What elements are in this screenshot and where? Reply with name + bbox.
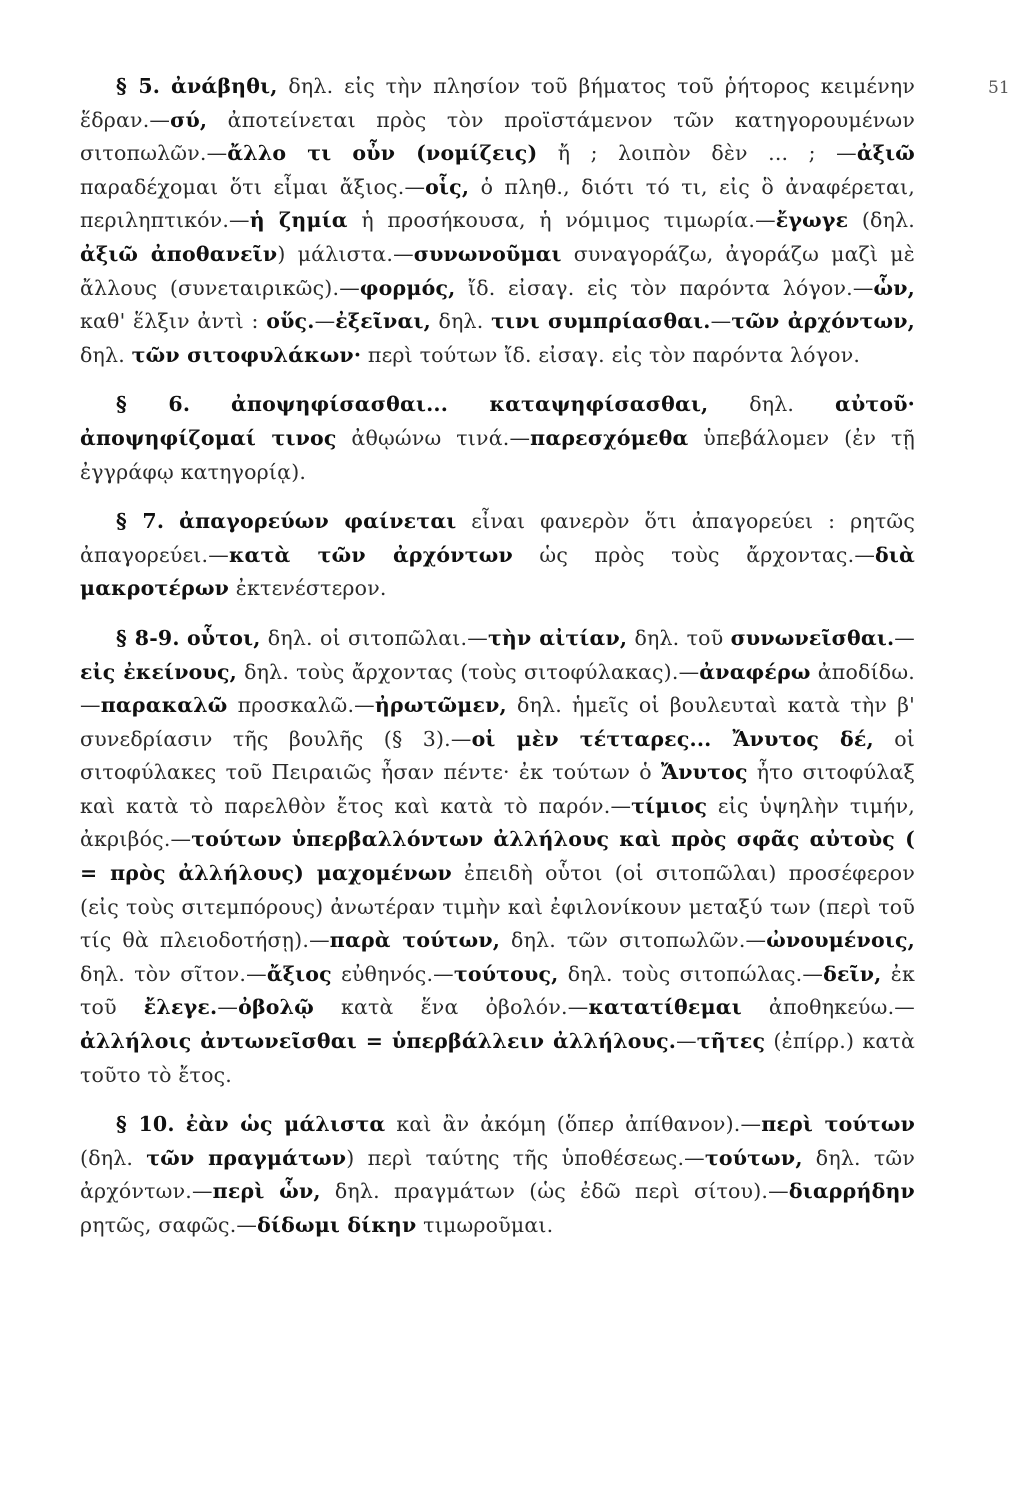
lemma-term: τούτους, <box>453 961 559 986</box>
paragraph-section-6 <box>80 388 915 489</box>
lemma-term: ἐξεῖναι, <box>335 309 431 334</box>
gloss-text: ἀποτείνεται πρὸς τὸν προϊστάμενον τῶν κατηγορουμένων σιτοπωλῶν.— <box>80 107 915 166</box>
gloss-text: ὡς πρὸς τοὺς ἄρχοντας.— <box>512 542 876 567</box>
gloss-text: — <box>676 1029 697 1054</box>
gloss-text: κατὰ ἕνα ὀβολόν.— <box>313 995 589 1020</box>
section-number: § 10. <box>116 1112 175 1137</box>
lemma-term: ἀξιῶ <box>856 141 915 166</box>
lemma-term: περὶ τούτων <box>761 1112 916 1137</box>
lemma-term: ἔγωγε <box>775 208 849 233</box>
paragraph-section-5 <box>80 70 915 372</box>
lemma-term: τῆτες <box>696 1029 766 1054</box>
lemma-term: διαρρήδην <box>788 1179 915 1204</box>
lemma-term: κατατίθεμαι <box>588 995 742 1020</box>
gloss-text: (δηλ. <box>80 1145 147 1170</box>
lemma-term: οἱ μὲν τέτταρες... Ἄνυτος δέ, <box>471 726 874 751</box>
lemma-term: τινι συμπρίασθαι. <box>491 309 711 334</box>
lemma-term: φορμός, <box>359 275 456 300</box>
gloss-text: — <box>217 995 239 1020</box>
gloss-text: δηλ. εἰς τὴν πλησίον τοῦ βήματος τοῦ ῥήτορος κειμένην ἕδραν.— <box>80 74 916 132</box>
gloss-text: — <box>314 309 336 334</box>
gloss-text: καθ' ἕλξιν ἀντὶ : <box>80 309 267 334</box>
gloss-text: δηλ. τοὺς σιτοπώλας.— <box>558 961 824 986</box>
lemma-term: τούτων, <box>704 1145 803 1170</box>
gloss-text: συναγοράζω, ἀγοράζω μαζὶ μὲ ἄλλους (συνεταιρικῶς).— <box>80 241 915 300</box>
lemma-term: τούτων ὑπερβαλλόντων ἀλλήλους καὶ πρὸς σφᾶς αὐτοὺς ( = πρὸς ἀλλήλους) μαχομένων <box>80 827 915 886</box>
lemma-term: τῶν πραγμάτων <box>146 1145 347 1170</box>
paragraph-section-7 <box>80 505 915 606</box>
gloss-text: εἶναι φανερὸν ὅτι ἀπαγορεύει : ρητῶς ἀπαγορεύει.— <box>80 509 916 567</box>
gloss-text: ἀθῳώνω τινά.— <box>336 425 531 450</box>
gloss-text: ἤ ; λοιπὸν δὲν ... ; — <box>537 141 857 166</box>
gloss-text: περὶ τούτων ἴδ. εἰσαγ. εἰς τὸν παρόντα λόγον. <box>361 342 861 367</box>
lemma-term: παρακαλῶ <box>100 693 228 718</box>
lemma-term: εἰς ἐκείνους, <box>80 659 237 684</box>
gloss-text: δηλ. τῶν σιτοπωλῶν.— <box>500 928 767 953</box>
lemma-term: περὶ ὧν, <box>212 1179 321 1204</box>
gloss-text: δηλ. τῶν ἀρχόντων.— <box>80 1145 915 1204</box>
gloss-text: ἴδ. εἰσαγ. εἰς τὸν παρόντα λόγον.— <box>455 275 874 300</box>
lemma-term: διὰ μακροτέρων <box>80 542 915 601</box>
paragraph-section-10 <box>80 1108 915 1242</box>
lemma-term: οἷς, <box>425 174 470 199</box>
gloss-text: — <box>894 625 915 650</box>
section-number: § 5. <box>116 74 161 98</box>
lemma-term: ἀλλήλοις ἀντωνεῖσθαι = ὑπερβάλλειν ἀλλήλους. <box>80 1029 677 1054</box>
page-number: 51 <box>988 78 1010 98</box>
lemma-term: ὠνουμένοις, <box>766 928 915 953</box>
lemma-term: αὐτοῦ· ἀποψηφίζομαί τινος <box>80 392 915 450</box>
lemma-term: ἀνάβηθι, <box>170 74 278 98</box>
section-number: § 7. <box>116 509 165 534</box>
commentary-page <box>80 70 915 1243</box>
gloss-text: εὐθηνός.— <box>331 961 454 986</box>
lemma-term: ἀποψηφίσασθαι... καταψηφίσασθαι, <box>230 392 709 417</box>
gloss-text: δηλ. τοὺς ἄρχοντας (τοὺς σιτοφύλακας).— <box>236 659 700 684</box>
gloss-text: ἐκ τοῦ <box>80 961 915 1020</box>
gloss-text: δηλ. τὸν σῖτον.— <box>80 961 267 986</box>
gloss-text: ) περὶ ταύτης τῆς ὑποθέσεως.— <box>346 1145 705 1170</box>
section-number: § 8-9. <box>116 625 180 650</box>
gloss-text: (δηλ. <box>848 208 915 233</box>
gloss-text: ) μάλιστα.— <box>277 241 414 266</box>
lemma-term: ἐὰν ὡς μάλιστα <box>185 1112 386 1137</box>
lemma-term: τὴν αἰτίαν, <box>487 625 628 650</box>
gloss-text: δηλ. <box>430 309 492 334</box>
lemma-term: ἄλλο τι οὖν (νομίζεις) <box>227 141 538 166</box>
lemma-term: δεῖν, <box>823 961 882 986</box>
gloss-text: ἐπειδὴ οὗτοι (οἱ σιτοπῶλαι) προσέφερον (εἰς τοὺς σιτεμπόρους) ἀνωτέραν τιμὴν καὶ ἐφιλονίκουν μεταξύ των (περὶ τοῦ τίς θὰ πλειοδοτήσῃ).— <box>80 861 915 953</box>
lemma-term: τῶν σιτοφυλάκων· <box>131 342 362 367</box>
gloss-text: ὑπεβάλομεν (ἐν τῇ ἐγγράφῳ κατηγορίᾳ). <box>80 425 915 484</box>
section-number: § 6. <box>116 392 191 417</box>
lemma-term: ἀξιῶ ἀποθανεῖν <box>80 241 278 266</box>
gloss-text: ἡ προσήκουσα, ἡ νόμιμος τιμωρία.— <box>347 208 776 233</box>
lemma-term: σύ, <box>170 107 208 132</box>
gloss-text: ἀποθηκεύω.— <box>741 995 916 1020</box>
lemma-term: ἠρωτῶμεν, <box>374 693 507 718</box>
gloss-text: ἦτο σιτοφύλαξ καὶ κατὰ τὸ παρελθὸν ἔτος καὶ κατὰ τὸ παρόν.— <box>80 760 915 818</box>
lemma-term: ἄξιος <box>266 961 332 986</box>
gloss-text: οἱ σιτοφύλακες τοῦ Πειραιῶς ἦσαν πέντε· ἐκ τούτων ὁ <box>80 726 915 785</box>
lemma-term: συνωνεῖσθαι. <box>730 625 895 650</box>
paragraph-section-8-9 <box>80 622 915 1092</box>
lemma-term: τίμιος <box>631 793 708 818</box>
lemma-term: ἀπαγορεύων φαίνεται <box>179 509 457 534</box>
lemma-term: ὧν, <box>873 275 916 300</box>
gloss-text: ἀποδίδω.— <box>80 659 915 718</box>
lemma-term: παρεσχόμεθα <box>530 425 689 450</box>
lemma-term: οὗτοι, <box>186 625 261 650</box>
gloss-text: προσκαλῶ.— <box>227 693 375 718</box>
gloss-text: — <box>710 309 732 334</box>
gloss-text: ρητῶς, σαφῶς.— <box>80 1213 258 1237</box>
gloss-text: δηλ. <box>80 342 132 367</box>
lemma-term: δίδωμι δίκην <box>257 1213 417 1237</box>
gloss-text: δηλ. πραγμάτων (ὡς ἐδῶ περὶ σίτου).— <box>320 1179 789 1204</box>
lemma-term: οὕς. <box>266 309 315 334</box>
gloss-text: καὶ ἂν ἀκόμη (ὅπερ ἀπίθανον).— <box>385 1112 762 1137</box>
lemma-term: τῶν ἀρχόντων, <box>731 309 915 334</box>
gloss-text: (ἐπίρρ.) κατὰ τοῦτο τὸ ἔτος. <box>80 1029 915 1087</box>
lemma-term: κατὰ τῶν ἀρχόντων <box>228 542 513 567</box>
gloss-text: δηλ. τοῦ <box>627 625 731 650</box>
lemma-term: ἡ ζημία <box>249 208 348 233</box>
gloss-text: εἰς ὑψηλὴν τιμήν, ἀκριβός.— <box>80 793 915 852</box>
gloss-text: παραδέχομαι ὅτι εἶμαι ἄξιος.— <box>80 174 426 199</box>
lemma-term: παρὰ τούτων, <box>329 928 501 953</box>
gloss-text: δηλ. <box>708 392 835 417</box>
lemma-term: ὀβολῷ <box>238 995 314 1020</box>
gloss-text: ἐκτενέστερον. <box>229 576 387 601</box>
lemma-term: ἔλεγε. <box>143 995 218 1020</box>
gloss-text: τιμωροῦμαι. <box>416 1213 554 1237</box>
lemma-term: ἀναφέρω <box>699 659 811 684</box>
lemma-term: Ἄνυτος <box>660 760 748 785</box>
lemma-term: συνωνοῦμαι <box>413 241 562 266</box>
gloss-text: δηλ. οἱ σιτοπῶλαι.— <box>260 625 488 650</box>
gloss-text: ὁ πληθ., διότι τό τι, εἰς ὃ ἀναφέρεται, περιληπτικόν.— <box>80 174 916 233</box>
gloss-text: δηλ. ἡμεῖς οἱ βουλευταὶ κατὰ τὴν β' συνεδρίασιν τῆς βουλῆς (§ 3).— <box>80 693 915 751</box>
